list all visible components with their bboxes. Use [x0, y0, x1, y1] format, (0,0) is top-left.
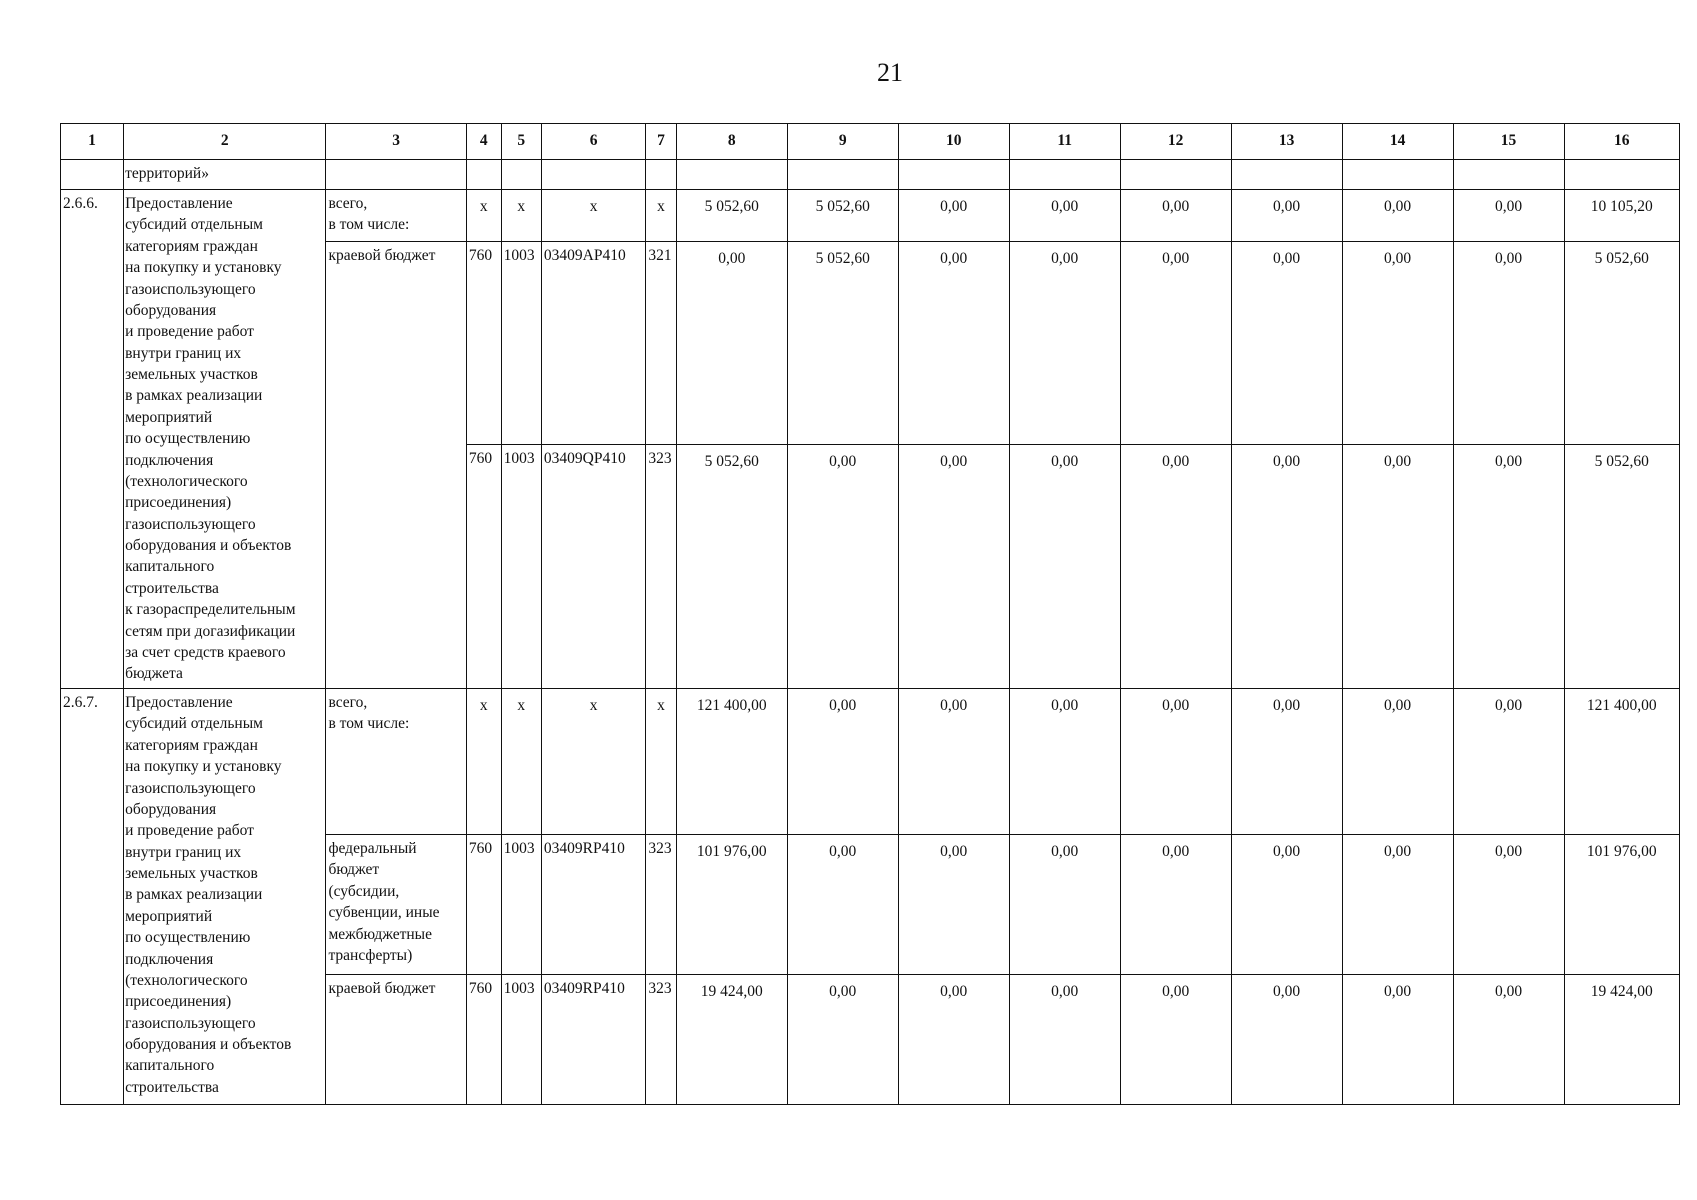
value-cell: 0,00: [898, 190, 1009, 242]
column-header: 15: [1453, 124, 1564, 160]
column-header: 9: [787, 124, 898, 160]
value-cell: 0,00: [1120, 835, 1231, 975]
value-cell: 0,00: [1009, 975, 1120, 1105]
column-header: 4: [466, 124, 501, 160]
column-header: 10: [898, 124, 1009, 160]
value-cell: 5 052,60: [787, 242, 898, 445]
column-header: 7: [646, 124, 676, 160]
value-cell: 0,00: [898, 975, 1009, 1105]
value-cell: 0,00: [1342, 445, 1453, 689]
cell-col4: 760: [466, 975, 501, 1105]
value-cell: 0,00: [787, 689, 898, 835]
cell-col6: x: [541, 190, 645, 242]
funding-source: всего, в том числе:: [326, 689, 466, 835]
value-cell: 0,00: [787, 445, 898, 689]
value-cell: 0,00: [1120, 242, 1231, 445]
value-cell: 0,00: [898, 445, 1009, 689]
cell-col7: 323: [646, 835, 676, 975]
value-cell: 0,00: [1009, 190, 1120, 242]
item-number: 2.6.6.: [61, 190, 124, 689]
cell-col4: 760: [466, 445, 501, 689]
value-cell: 0,00: [1231, 190, 1342, 242]
value-cell: 121 400,00: [676, 689, 787, 835]
value-cell: 0,00: [898, 242, 1009, 445]
column-header: 6: [541, 124, 645, 160]
value-cell: 5 052,60: [676, 445, 787, 689]
continuation-text: территорий»: [124, 160, 326, 190]
column-header: 13: [1231, 124, 1342, 160]
value-cell: 0,00: [1009, 445, 1120, 689]
cell-col4: x: [466, 689, 501, 835]
value-cell: 0,00: [1453, 445, 1564, 689]
value-cell: 5 052,60: [676, 190, 787, 242]
column-header: 16: [1564, 124, 1679, 160]
value-cell: 121 400,00: [1564, 689, 1679, 835]
table-row: [61, 689, 1680, 835]
cell-col5: x: [501, 190, 541, 242]
value-cell: 0,00: [1120, 445, 1231, 689]
cell-col6: x: [541, 689, 645, 835]
value-cell: 0,00: [898, 689, 1009, 835]
column-header: 5: [501, 124, 541, 160]
cell-col5: 1003: [501, 445, 541, 689]
value-cell: 0,00: [1453, 835, 1564, 975]
value-cell: 0,00: [1342, 190, 1453, 242]
value-cell: 0,00: [1120, 689, 1231, 835]
cell-col7: 323: [646, 975, 676, 1105]
column-header: 1: [61, 124, 124, 160]
item-description: Предоставление субсидий отдельным категориям граждан на покупку и установку газоиспользующего оборудования и проведение работ внутри границ их земельных участков в рамках реализации мероприятий по осуществлению подключения (технологического присоединения) газоиспользующего оборудования и объектов капитального строительства к газораспределительным сетям при догазификации за счет средств краевого бюджета: [124, 190, 326, 689]
column-header: 3: [326, 124, 466, 160]
value-cell: 0,00: [1453, 975, 1564, 1105]
value-cell: 0,00: [787, 835, 898, 975]
value-cell: 0,00: [1453, 689, 1564, 835]
cell-col5: 1003: [501, 242, 541, 445]
value-cell: 0,00: [1453, 190, 1564, 242]
value-cell: 0,00: [1342, 242, 1453, 445]
continuation-row: [61, 160, 1680, 190]
cell-col6: 03409AP410: [541, 242, 645, 445]
value-cell: 0,00: [1231, 835, 1342, 975]
value-cell: 0,00: [1342, 835, 1453, 975]
value-cell: 0,00: [676, 242, 787, 445]
value-cell: 0,00: [1342, 975, 1453, 1105]
cell-col5: 1003: [501, 975, 541, 1105]
funding-source: краевой бюджет: [326, 242, 466, 689]
value-cell: 0,00: [1231, 975, 1342, 1105]
funding-source: краевой бюджет: [326, 975, 466, 1105]
cell-col6: 03409RP410: [541, 975, 645, 1105]
cell-col5: 1003: [501, 835, 541, 975]
value-cell: 0,00: [1231, 689, 1342, 835]
cell-col4: 760: [466, 835, 501, 975]
budget-table: [60, 123, 1680, 1105]
value-cell: 5 052,60: [787, 190, 898, 242]
funding-source: федеральный бюджет (субсидии, субвенции, иные межбюджетные трансферты): [326, 835, 466, 975]
cell-col5: x: [501, 689, 541, 835]
value-cell: 5 052,60: [1564, 242, 1679, 445]
cell-col4: 760: [466, 242, 501, 445]
value-cell: 0,00: [1120, 975, 1231, 1105]
value-cell: 0,00: [898, 835, 1009, 975]
value-cell: 10 105,20: [1564, 190, 1679, 242]
value-cell: 19 424,00: [676, 975, 787, 1105]
item-number: 2.6.7.: [61, 689, 124, 1105]
value-cell: 19 424,00: [1564, 975, 1679, 1105]
column-header: 14: [1342, 124, 1453, 160]
value-cell: 0,00: [1342, 689, 1453, 835]
value-cell: 101 976,00: [1564, 835, 1679, 975]
value-cell: 0,00: [1231, 242, 1342, 445]
value-cell: 0,00: [787, 975, 898, 1105]
column-header: 11: [1009, 124, 1120, 160]
cell-col6: 03409QP410: [541, 445, 645, 689]
value-cell: 0,00: [1009, 242, 1120, 445]
cell-col4: x: [466, 190, 501, 242]
value-cell: 5 052,60: [1564, 445, 1679, 689]
funding-source: всего, в том числе:: [326, 190, 466, 242]
value-cell: 0,00: [1453, 242, 1564, 445]
value-cell: 0,00: [1009, 689, 1120, 835]
column-header: 8: [676, 124, 787, 160]
header-row: [61, 124, 1680, 160]
value-cell: 0,00: [1231, 445, 1342, 689]
cell-col7: x: [646, 689, 676, 835]
column-header: 2: [124, 124, 326, 160]
page-number: 21: [877, 58, 903, 87]
table-row: [61, 190, 1680, 242]
value-cell: 101 976,00: [676, 835, 787, 975]
column-header: 12: [1120, 124, 1231, 160]
cell-col7: 323: [646, 445, 676, 689]
cell-col6: 03409RP410: [541, 835, 645, 975]
cell-col7: x: [646, 190, 676, 242]
value-cell: 0,00: [1009, 835, 1120, 975]
value-cell: 0,00: [1120, 190, 1231, 242]
item-description: Предоставление субсидий отдельным категориям граждан на покупку и установку газоиспользующего оборудования и проведение работ внутри границ их земельных участков в рамках реализации мероприятий по осуществлению подключения (технологического присоединения) газоиспользующего оборудования и объектов капитального строительства: [124, 689, 326, 1105]
cell-col7: 321: [646, 242, 676, 445]
